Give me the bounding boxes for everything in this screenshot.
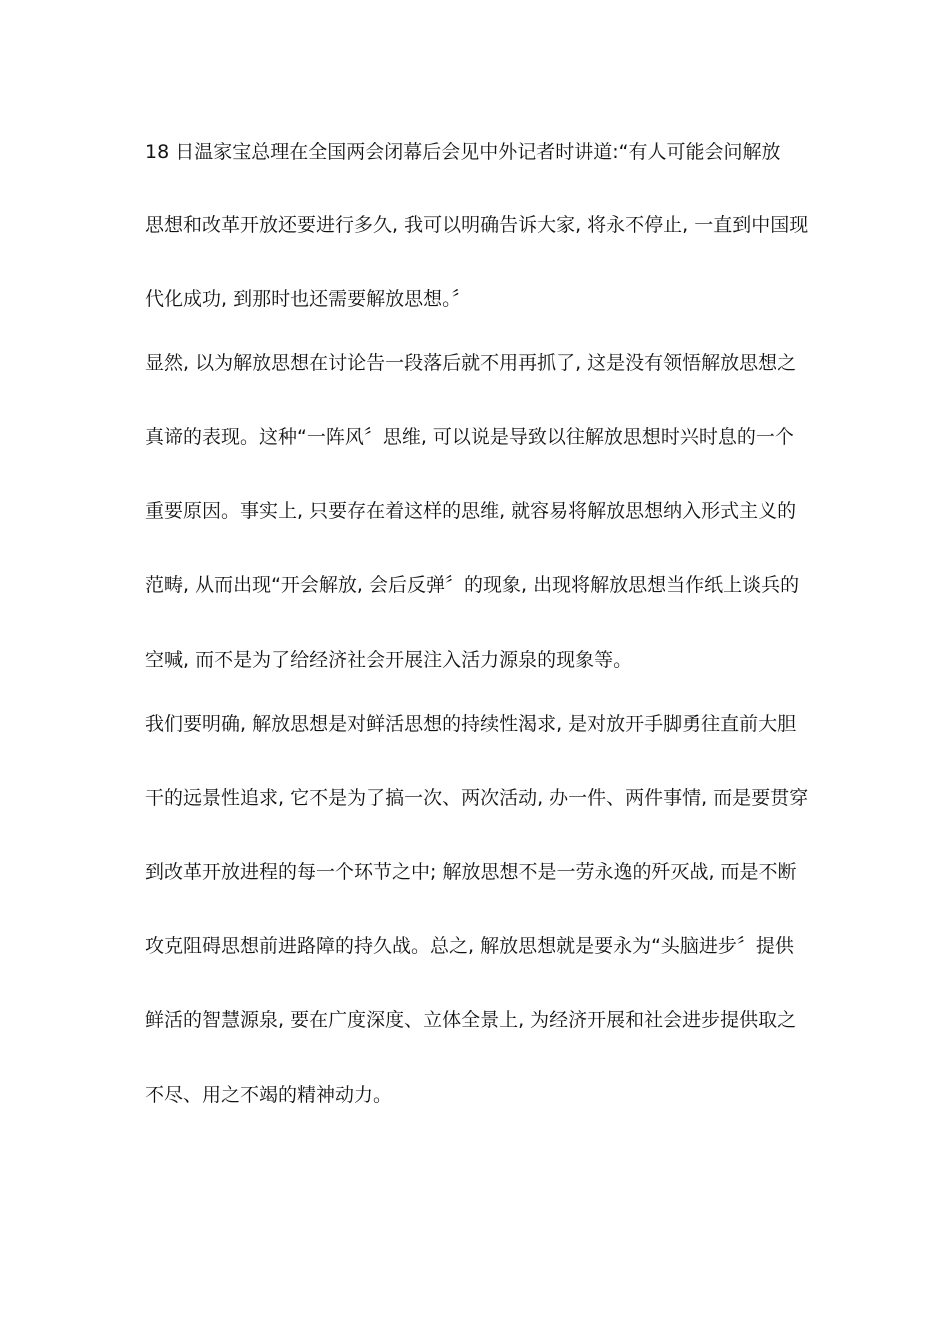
paragraph-3-line-3: 到改革开放进程的每一个环节之中; 解放思想不是一劳永逸的歼灭战, 而是不断 — [145, 861, 797, 883]
paragraph-1-line-2: 思想和改革开放还要进行多久, 我可以明确告诉大家, 将永不停止, 一直到中国现 — [145, 214, 809, 236]
paragraph-2-line-5: 空喊, 而不是为了给经济社会开展注入活力源泉的现象等。 — [145, 649, 633, 671]
paragraph-1-line-1: 18 日温家宝总理在全国两会闭幕后会见中外记者时讲道:“有人可能会问解放 — [145, 141, 781, 163]
paragraph-1-line-3: 代化成功, 到那时也还需要解放思想。〞 — [145, 288, 471, 310]
paragraph-2-line-4: 范畴, 从而出现“开会解放, 会后反弹〞的现象, 出现将解放思想当作纸上谈兵的 — [145, 574, 800, 596]
paragraph-3-line-6: 不尽、用之不竭的精神动力。 — [145, 1084, 393, 1106]
paragraph-3-line-4: 攻克阻碍思想前进路障的持久战。总之, 解放思想就是要永为“头脑进步〞提供 — [145, 935, 794, 957]
paragraph-2-line-1: 显然, 以为解放思想在讨论告一段落后就不用再抓了, 这是没有领悟解放思想之 — [145, 352, 797, 374]
paragraph-3-line-1: 我们要明确, 解放思想是对鲜活思想的持续性渴求, 是对放开手脚勇往直前大胆 — [145, 713, 797, 735]
paragraph-2-line-2: 真谛的表现。这种“一阵风〞思维, 可以说是导致以往解放思想时兴时息的一个 — [145, 426, 794, 448]
paragraph-3-line-5: 鲜活的智慧源泉, 要在广度深度、立体全景上, 为经济开展和社会进步提供取之 — [145, 1009, 797, 1031]
paragraph-3-line-2: 干的远景性追求, 它不是为了搞一次、两次活动, 办一件、两件事情, 而是要贯穿 — [145, 787, 809, 809]
paragraph-2-line-3: 重要原因。事实上, 只要存在着这样的思维, 就容易将解放思想纳入形式主义的 — [145, 500, 797, 522]
